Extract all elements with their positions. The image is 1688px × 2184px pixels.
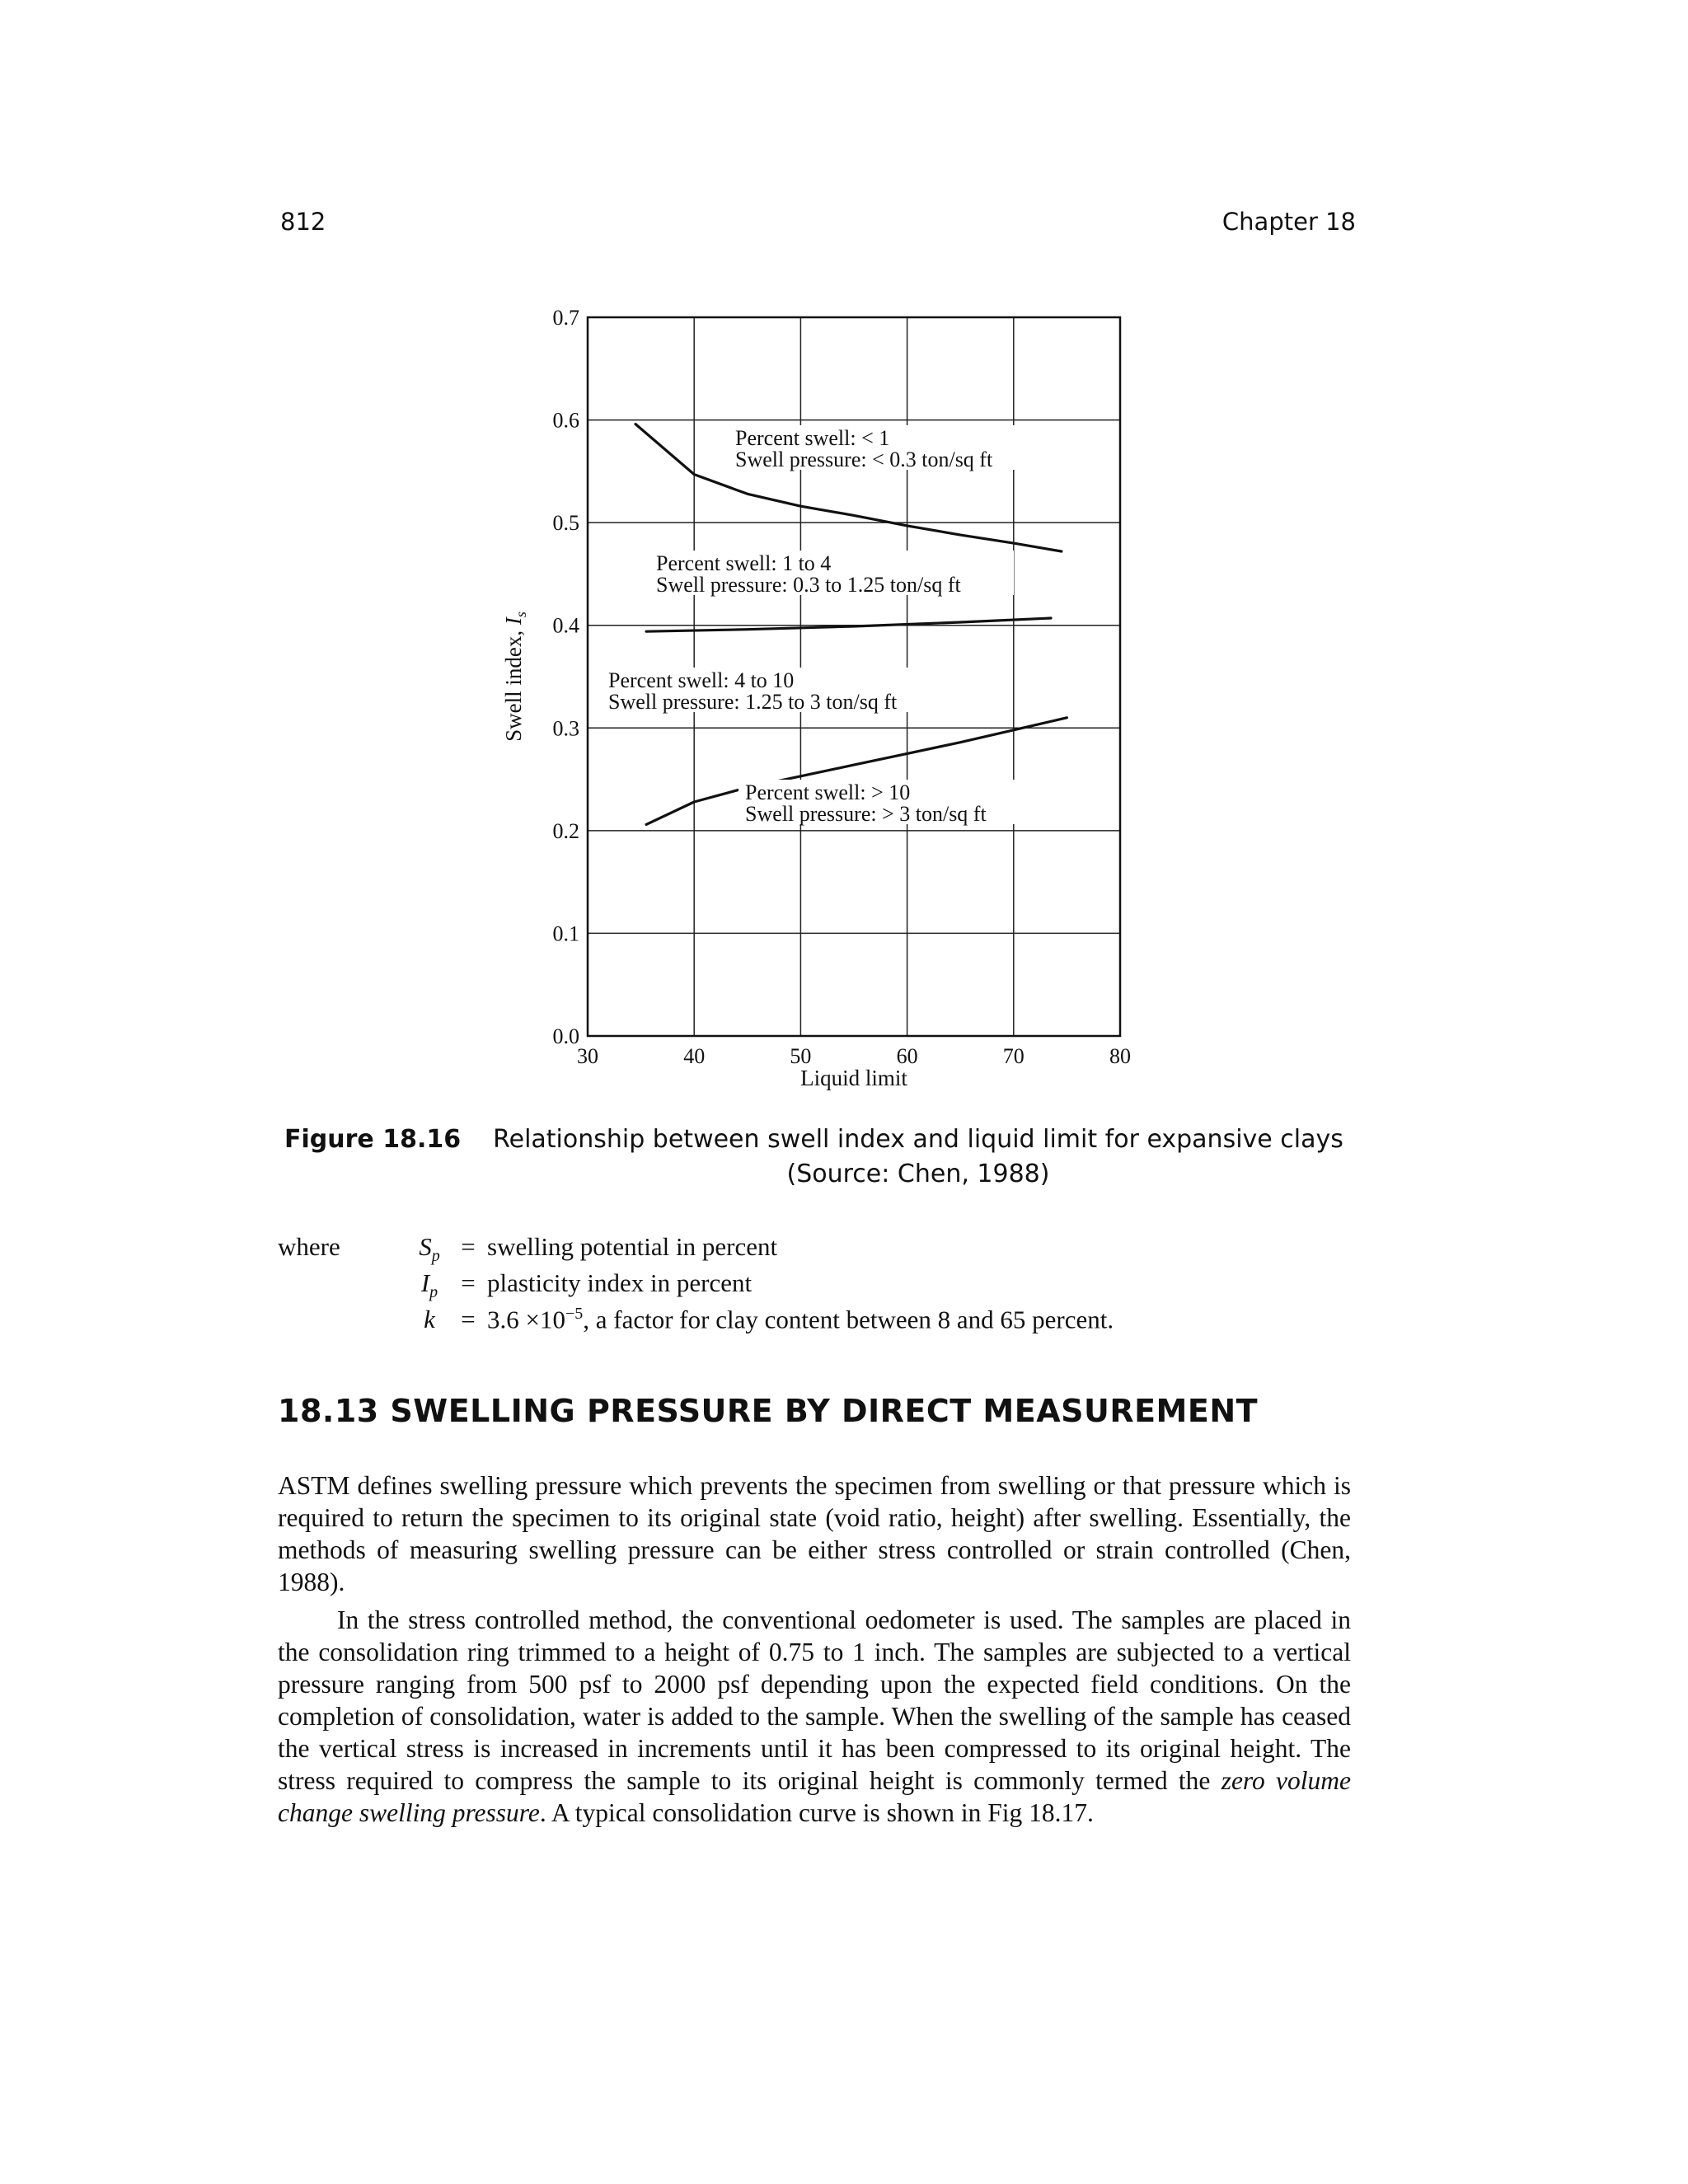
x-tick-label: 80 [1109, 1044, 1131, 1068]
body-paragraph-2: In the stress controlled method, the conventional oedometer is used. The samples are placed in the consolidation ring trimmed to a height of 0.75 to 1 inch. The samples are subjected to a vertical pressure ranging from 500 psf to 2000 psf depending upon the expected field conditions. On the completion of consolidation, water is added to the sample. When the swelling of the sample has ceased the vertical stress is increased in increments until it has been compressed to its original height. The stress required to compress the sample to its original height is commonly termed the zero volume change swelling pressure. A typical consolidation curve is shown in Fig 18.17. [278, 1605, 1352, 1827]
y-tick-label: 0.5 [552, 511, 579, 536]
definition-symbol: $S_p$ [419, 1232, 440, 1266]
definition-row [410, 1268, 752, 1305]
figure-caption-text: Relationship between swell index and liquid limit for expansive clays (Source: Chen, 1988) [493, 1125, 1343, 1188]
zone-label-3 [605, 668, 945, 714]
chapter-label: Chapter 18 [1221, 208, 1356, 236]
zone-label-4 [738, 780, 1024, 826]
x-axis-label: Liquid limit [800, 1066, 907, 1090]
definition-text: swelling potential in percent [487, 1232, 778, 1261]
zone-label-2-line2: Swell pressure: 0.3 to 1.25 ton/sq ft [656, 573, 961, 597]
x-tick-label: 50 [790, 1044, 812, 1068]
zone-label-3-line1: Percent swell: 4 to 10 [608, 668, 795, 692]
y-tick-label: 0.1 [552, 921, 579, 946]
definition-equals: = [461, 1305, 476, 1334]
x-tick-label: 30 [577, 1044, 598, 1068]
section-heading: 18.13 SWELLING PRESSURE BY DIRECT MEASUREMENT [278, 1393, 1259, 1429]
y-tick-label: 0.7 [552, 306, 579, 330]
definition-text: $3.6 \times 10^{-5}$, a factor for clay content between 8 and 65 percent. [487, 1305, 1114, 1334]
definition-text: plasticity index in percent [487, 1268, 753, 1297]
definition-symbol: k [424, 1305, 435, 1334]
y-tick-label: 0.3 [552, 716, 579, 741]
zone-label-1-line2: Swell pressure: < 0.3 ton/sq ft [735, 448, 993, 471]
definition-symbol: $I_p$ [420, 1268, 438, 1302]
zone-label-4-line2: Swell pressure: > 3 ton/sq ft [745, 802, 987, 826]
zone-label-1 [732, 425, 1025, 471]
definition-row [410, 1232, 777, 1268]
zone-label-2-line1: Percent swell: 1 to 4 [656, 551, 832, 575]
y-axis-label: Swell index, $I_s$ [501, 612, 529, 742]
x-tick-label: 40 [683, 1044, 706, 1068]
emphasized-term: zero volume change swelling pressure [278, 1765, 1352, 1827]
y-tick-label: 0.0 [552, 1024, 579, 1048]
definition-equals: = [461, 1232, 476, 1261]
figure-label: Figure 18.16 [284, 1125, 462, 1154]
zone-label-2 [653, 551, 1014, 597]
y-tick-label: 0.2 [552, 818, 579, 843]
x-tick-label: 70 [1002, 1044, 1025, 1068]
x-tick-label: 60 [896, 1044, 918, 1068]
zone-label-3-line2: Swell pressure: 1.25 to 3 ton/sq ft [608, 690, 898, 714]
page-number: 812 [280, 208, 326, 236]
zone-label-1-line1: Percent swell: < 1 [735, 426, 890, 450]
y-tick-label: 0.4 [552, 613, 579, 638]
y-tick-label: 0.6 [552, 408, 579, 433]
definition-row [410, 1305, 1114, 1341]
where-label: where [278, 1232, 340, 1261]
body-paragraph-1: ASTM defines swelling pressure which prevents the specimen from swelling or that pressure which is required to return the specimen to its original state (void ratio, height) after swelling. Essentially, the methods of measuring swelling pressure can be either stress controlled or strain controlled (Chen, 1988). [278, 1470, 1351, 1596]
zone-label-4-line1: Percent swell: > 10 [745, 780, 911, 804]
chart-curves [635, 424, 1067, 825]
definition-equals: = [461, 1268, 476, 1297]
